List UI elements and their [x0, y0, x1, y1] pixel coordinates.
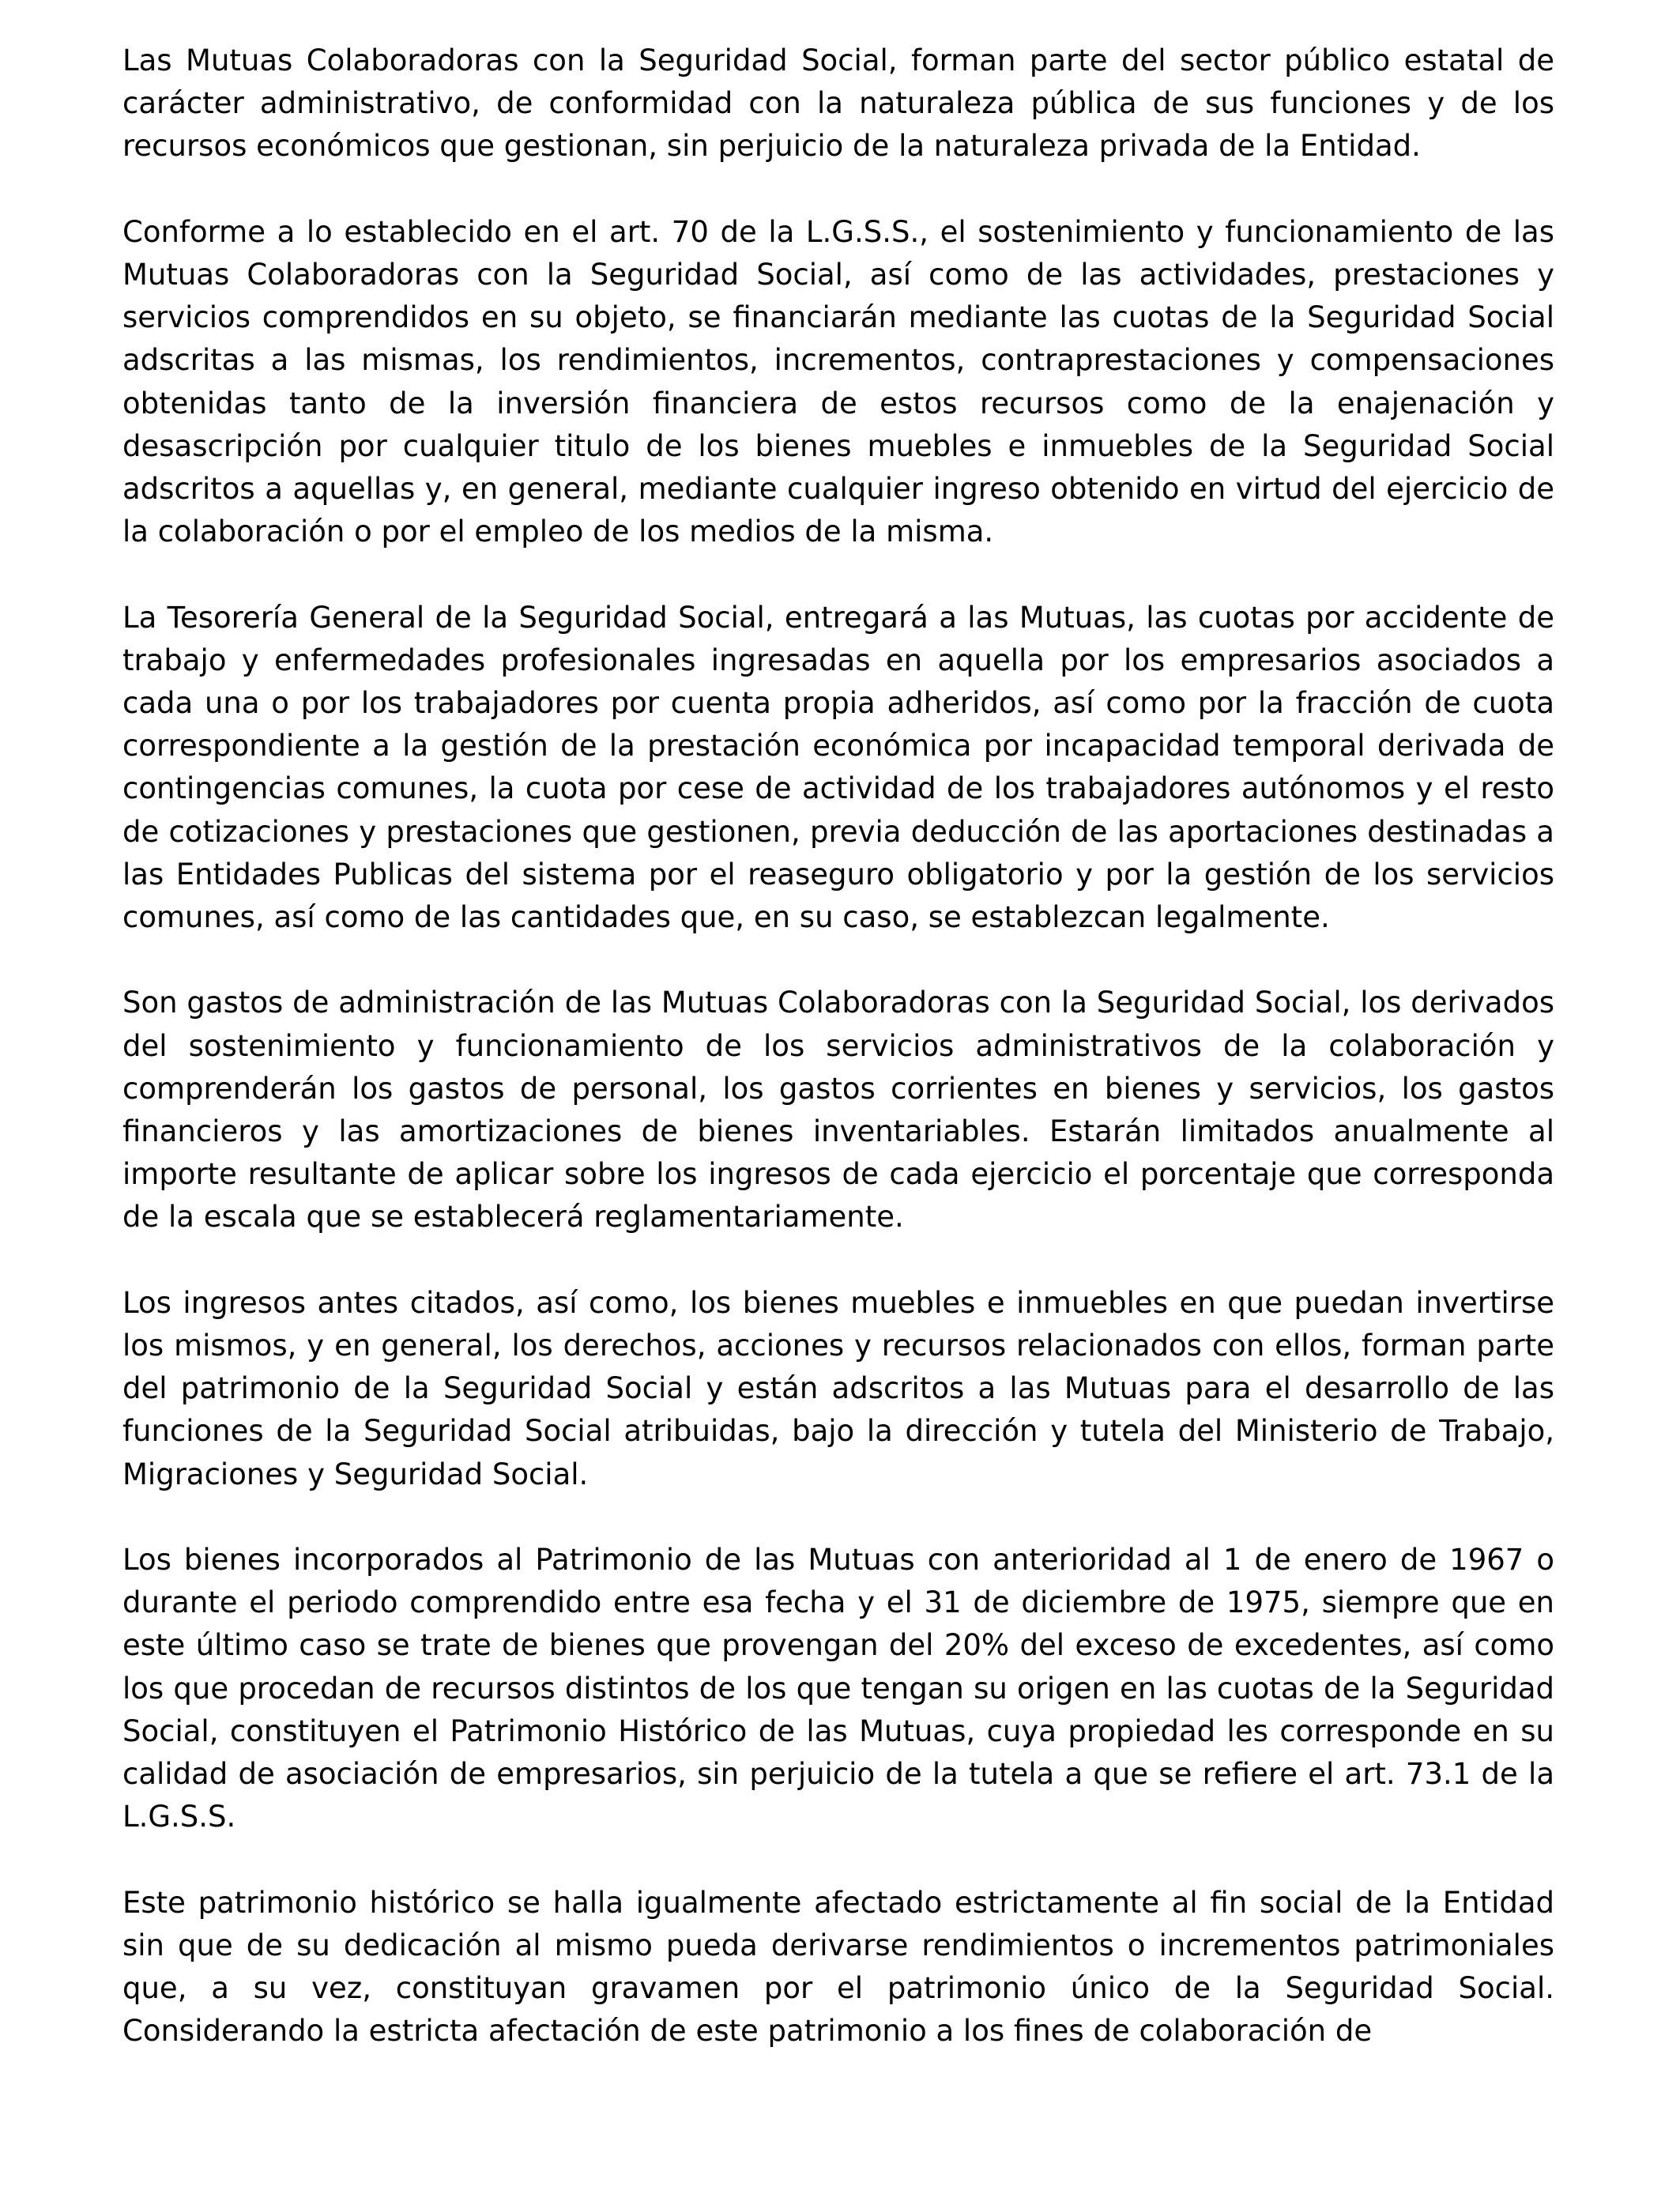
paragraph-patrimonio-historico: Los bienes incorporados al Patrimonio de las Mutuas con anterioridad al 1 de enero de 1967 o durante el periodo comprendido entre esa fecha y el 31 de diciembre de 1975, siempre que en este último caso se trate de bienes que provengan del 20% del exceso de excedentes, así como los que procedan de recursos distintos de los que tengan su origen en las cuotas de la Seguridad Social, constituyen el Patrimonio Histórico de las Mutuas, cuya propiedad les corresponde en su calidad de asociación de empresarios, sin perjuicio de la tutela a que se refiere el art. 73.1 de la L.G.S.S.: [122, 1543, 1554, 1834]
paragraph-tesoreria-cuotas: La Tesorería General de la Seguridad Social, entregará a las Mutuas, las cuotas por accidente de trabajo y enfermedades profesionales ingresadas en aquella por los empresarios asociados a cada una o por los trabajadores por cuenta propia adheridos, así como por la fracción de cuota correspondiente a la gestión de la prestación económica por incapacidad temporal derivada de contingencias comunes, la cuota por cese de actividad de los trabajadores autónomos y el resto de cotizaciones y prestaciones que gestionen, previa deducción de las aportaciones destinadas a las Entidades Publicas del sistema por el reaseguro obligatorio y por la gestión de los servicios comunes, así como de las cantidades que, en su caso, se establezcan legalmente.: [122, 600, 1554, 935]
paragraph-patrimonio-seguridad-social: Los ingresos antes citados, así como, los bienes muebles e inmuebles en que puedan invertirse los mismos, y en general, los derechos, acciones y recursos relacionados con ellos, forman parte del patrimonio de la Seguridad Social y están adscritos a las Mutuas para el desarrollo de las funciones de la Seguridad Social atribuidas, bajo la dirección y tutela del Ministerio de Trabajo, Migraciones y Seguridad Social.: [122, 1285, 1554, 1491]
document-page: [122, 40, 1554, 2096]
paragraph-gastos-administracion: Son gastos de administración de las Mutuas Colaboradoras con la Seguridad Social, los derivados del sostenimiento y funcionamiento de los servicios administrativos de la colaboración y comprenderán los gastos de personal, los gastos corrientes en bienes y servicios, los gastos financieros y las amortizaciones de bienes inventariables. Estarán limitados anualmente al importe resultante de aplicar sobre los ingresos de cada ejercicio el porcentaje que corresponda de la escala que se establecerá reglamentariamente.: [122, 986, 1554, 1235]
paragraph-mutuas-sector-publico: Las Mutuas Colaboradoras con la Seguridad Social, forman parte del sector público estatal de carácter administrativo, de conformidad con la naturaleza pública de sus funciones y de los recursos económicos que gestionan, sin perjuicio de la naturaleza privada de la Entidad.: [122, 43, 1554, 164]
paragraph-financiacion: Conforme a lo establecido en el art. 70 de la L.G.S.S., el sostenimiento y funcionamiento de las Mutuas Colaboradoras con la Seguridad Social, así como de las actividades, prestaciones y servicios comprendidos en su objeto, se financiarán mediante las cuotas de la Seguridad Social adscritas a las mismas, los rendimientos, incrementos, contraprestaciones y compensaciones obtenidas tanto de la inversión financiera de estos recursos como de la enajenación y desascripción por cualquier titulo de los bienes muebles e inmuebles de la Seguridad Social adscritos a aquellas y, en general, mediante cualquier ingreso obtenido en virtud del ejercicio de la colaboración o por el empleo de los medios de la misma.: [122, 214, 1554, 549]
paragraph-afectacion-patrimonio: Este patrimonio histórico se halla igualmente afectado estrictamente al fin social de la Entidad sin que de su dedicación al mismo pueda derivarse rendimientos o incrementos patrimoniales que, a su vez, constituyan gravamen por el patrimonio único de la Seguridad Social. Considerando la estricta afectación de este patrimonio a los fines de colaboración de: [122, 1885, 1554, 2049]
